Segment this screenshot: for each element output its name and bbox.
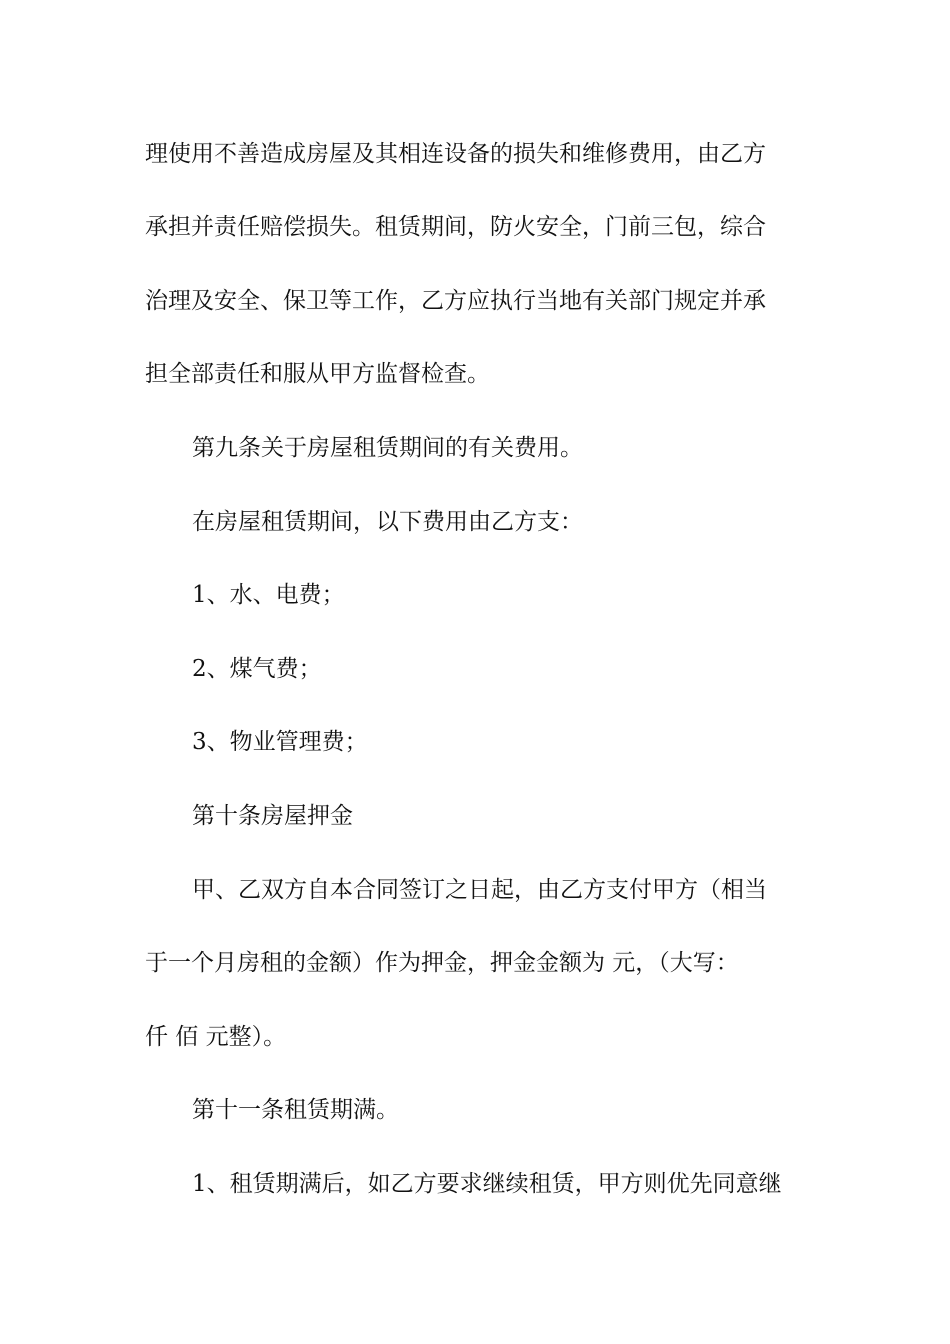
body-text-line: 承担并责任赔偿损失。租赁期间，防火安全，门前三包，综合	[145, 214, 766, 240]
body-text-line: 担全部责任和服从甲方监督检查。	[145, 361, 490, 387]
article-10-heading: 第十条房屋押金	[192, 803, 353, 829]
list-item: 1、水、电费；	[192, 582, 345, 608]
list-item: 2、煤气费；	[192, 656, 322, 682]
body-text-line: 仟 佰 元整）。	[145, 1024, 287, 1050]
body-text-line: 治理及安全、保卫等工作，乙方应执行当地有关部门规定并承	[145, 288, 766, 314]
body-text-line: 甲、乙双方自本合同签订之日起，由乙方支付甲方（相当	[192, 877, 767, 903]
body-text-line: 在房屋租赁期间，以下费用由乙方支：	[192, 509, 583, 535]
article-9-heading: 第九条关于房屋租赁期间的有关费用。	[192, 435, 583, 461]
list-item: 3、物业管理费；	[192, 729, 368, 755]
article-11-heading: 第十一条租赁期满。	[192, 1097, 399, 1123]
body-text-line: 于一个月房租的金额）作为押金，押金金额为 元，（大写：	[145, 950, 739, 976]
body-text-line: 理使用不善造成房屋及其相连设备的损失和维修费用，由乙方	[145, 141, 766, 167]
list-item: 1、租赁期满后，如乙方要求继续租赁，甲方则优先同意继	[192, 1171, 782, 1197]
